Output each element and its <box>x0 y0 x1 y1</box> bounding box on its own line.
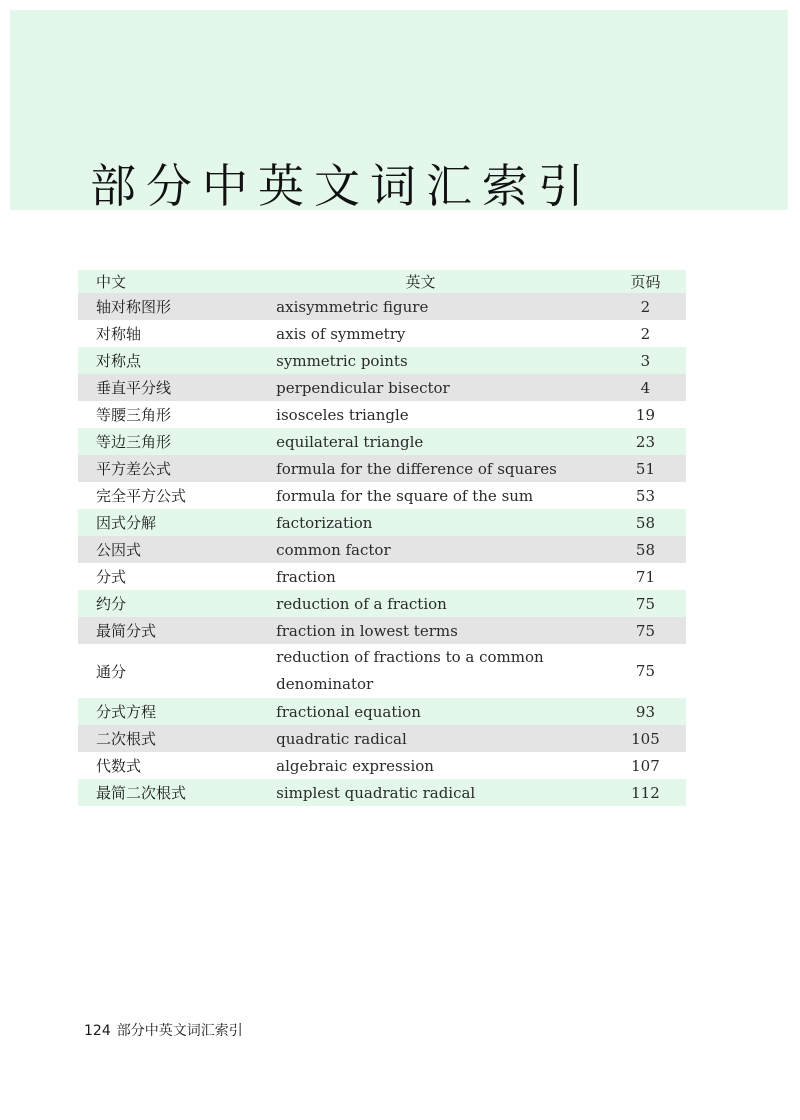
term-english: reduction of a fraction <box>276 590 605 617</box>
table-row <box>78 617 686 644</box>
term-english: factorization <box>276 509 605 536</box>
table-row <box>78 698 686 725</box>
term-chinese: 轴对称图形 <box>78 293 276 320</box>
term-chinese: 平方差公式 <box>78 455 276 482</box>
table-row <box>78 509 686 536</box>
table-row <box>78 482 686 509</box>
glossary-table <box>78 270 686 806</box>
table-row <box>78 725 686 752</box>
term-english: symmetric points <box>276 347 605 374</box>
term-english: simplest quadratic radical <box>276 779 605 806</box>
term-page: 58 <box>605 509 686 536</box>
term-page: 107 <box>605 752 686 779</box>
term-english-line: denominator <box>276 675 374 693</box>
term-chinese: 通分 <box>78 644 276 698</box>
table-row <box>78 374 686 401</box>
footer-page-number: 124 <box>84 1023 111 1039</box>
table-row <box>78 563 686 590</box>
term-page: 71 <box>605 563 686 590</box>
term-english <box>276 644 605 698</box>
title-banner <box>10 10 788 213</box>
term-chinese: 完全平方公式 <box>78 482 276 509</box>
term-page: 53 <box>605 482 686 509</box>
term-english: perpendicular bisector <box>276 374 605 401</box>
term-page: 19 <box>605 401 686 428</box>
term-page: 75 <box>605 644 686 698</box>
term-chinese: 二次根式 <box>78 725 276 752</box>
page-title: 部分中英文词汇索引 <box>90 159 594 213</box>
term-chinese: 代数式 <box>78 752 276 779</box>
term-chinese: 等腰三角形 <box>78 401 276 428</box>
term-chinese: 最简分式 <box>78 617 276 644</box>
term-chinese: 公因式 <box>78 536 276 563</box>
table-row <box>78 293 686 320</box>
term-page: 75 <box>605 617 686 644</box>
term-english: axisymmetric figure <box>276 293 605 320</box>
term-page: 3 <box>605 347 686 374</box>
table-row <box>78 536 686 563</box>
term-page: 2 <box>605 293 686 320</box>
term-english: algebraic expression <box>276 752 605 779</box>
term-english: isosceles triangle <box>276 401 605 428</box>
table-row <box>78 779 686 806</box>
term-chinese: 分式 <box>78 563 276 590</box>
term-english: axis of symmetry <box>276 320 605 347</box>
term-chinese: 对称轴 <box>78 320 276 347</box>
table-row <box>78 347 686 374</box>
term-page: 23 <box>605 428 686 455</box>
table-header-row <box>78 270 686 293</box>
term-english: common factor <box>276 536 605 563</box>
table-row <box>78 644 686 698</box>
table-row <box>78 428 686 455</box>
term-chinese: 对称点 <box>78 347 276 374</box>
column-header-page: 页码 <box>605 270 686 293</box>
term-english: formula for the difference of squares <box>276 455 605 482</box>
term-page: 93 <box>605 698 686 725</box>
table-row <box>78 590 686 617</box>
term-chinese: 最简二次根式 <box>78 779 276 806</box>
term-page: 58 <box>605 536 686 563</box>
term-chinese: 分式方程 <box>78 698 276 725</box>
table-row <box>78 401 686 428</box>
term-english: fraction <box>276 563 605 590</box>
term-page: 75 <box>605 590 686 617</box>
term-english: fraction in lowest terms <box>276 617 605 644</box>
page-footer <box>84 1020 243 1040</box>
term-page: 51 <box>605 455 686 482</box>
table-row <box>78 320 686 347</box>
term-page: 2 <box>605 320 686 347</box>
term-chinese: 等边三角形 <box>78 428 276 455</box>
term-english: equilateral triangle <box>276 428 605 455</box>
term-page: 112 <box>605 779 686 806</box>
term-english-line: reduction of fractions to a common <box>276 648 544 666</box>
term-chinese: 因式分解 <box>78 509 276 536</box>
term-english: quadratic radical <box>276 725 605 752</box>
footer-section-title: 部分中英文词汇索引 <box>116 1023 243 1039</box>
table-row <box>78 455 686 482</box>
term-page: 4 <box>605 374 686 401</box>
column-header-chinese: 中文 <box>78 270 276 293</box>
term-english: formula for the square of the sum <box>276 482 605 509</box>
column-header-english: 英文 <box>276 270 605 293</box>
term-chinese: 垂直平分线 <box>78 374 276 401</box>
term-chinese: 约分 <box>78 590 276 617</box>
term-page: 105 <box>605 725 686 752</box>
table-row <box>78 752 686 779</box>
term-english: fractional equation <box>276 698 605 725</box>
